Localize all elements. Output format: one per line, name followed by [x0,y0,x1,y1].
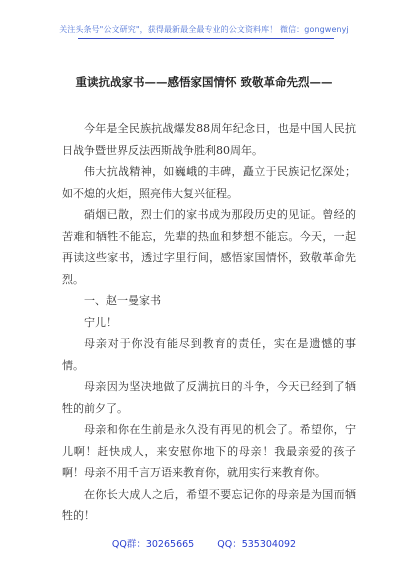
footer-qq-number: QQ：535304092 [217,539,297,550]
section-heading-zhao-yiman: 一、赵一曼家书 [84,294,161,307]
footer-qq-group: QQ群：30265665 [111,539,195,550]
letter-salutation: 宁儿！ [84,315,117,329]
paragraph-anniversary: 今年是全民族抗战爆发88周年纪念日，也是中国人民抗日战争暨世界反法西斯战争胜利80周年。 [62,122,356,157]
footer-contact [0,536,408,550]
letter-paragraph-4: 在你长大成人之后，希望不要忘记你的母亲是为国而牺牲的！ [62,487,356,522]
document-body [62,118,356,527]
header-notice: 关注头条号"公文研究"，获得最新最全最专业的公文资料库！ 微信：gongwenyj [59,25,349,34]
letter-paragraph-1: 母亲对于你没有能尽到教育的责任，实在是遗憾的事情。 [62,337,356,372]
letter-paragraph-2: 母亲因为坚决地做了反满抗日的斗争，今天已经到了牺牲的前夕了。 [62,380,356,415]
header-divider [78,38,334,39]
document-title: 重读抗战家书——感悟家国情怀 致敬革命先烈—— [75,75,333,89]
letter-paragraph-3: 母亲和你在生前是永久没有再见的机会了。希望你，宁儿啊！赶快成人，来安慰你地下的母亲！我最亲爱的孩子啊！母亲不用千言万语来教育你，就用实行来教育你。 [62,423,356,479]
paragraph-spirit: 伟大抗战精神，如巍峨的丰碑，矗立于民族记忆深处；如不熄的火炬，照亮伟大复兴征程。 [62,165,356,200]
paragraph-intro: 硝烟已散，烈士们的家书成为那段历史的见证。曾经的苦难和牺牲不能忘，先辈的热血和梦想不能忘。今天，一起再读这些家书，透过字里行间，感悟家国情怀，致敬革命先烈。 [62,208,356,286]
